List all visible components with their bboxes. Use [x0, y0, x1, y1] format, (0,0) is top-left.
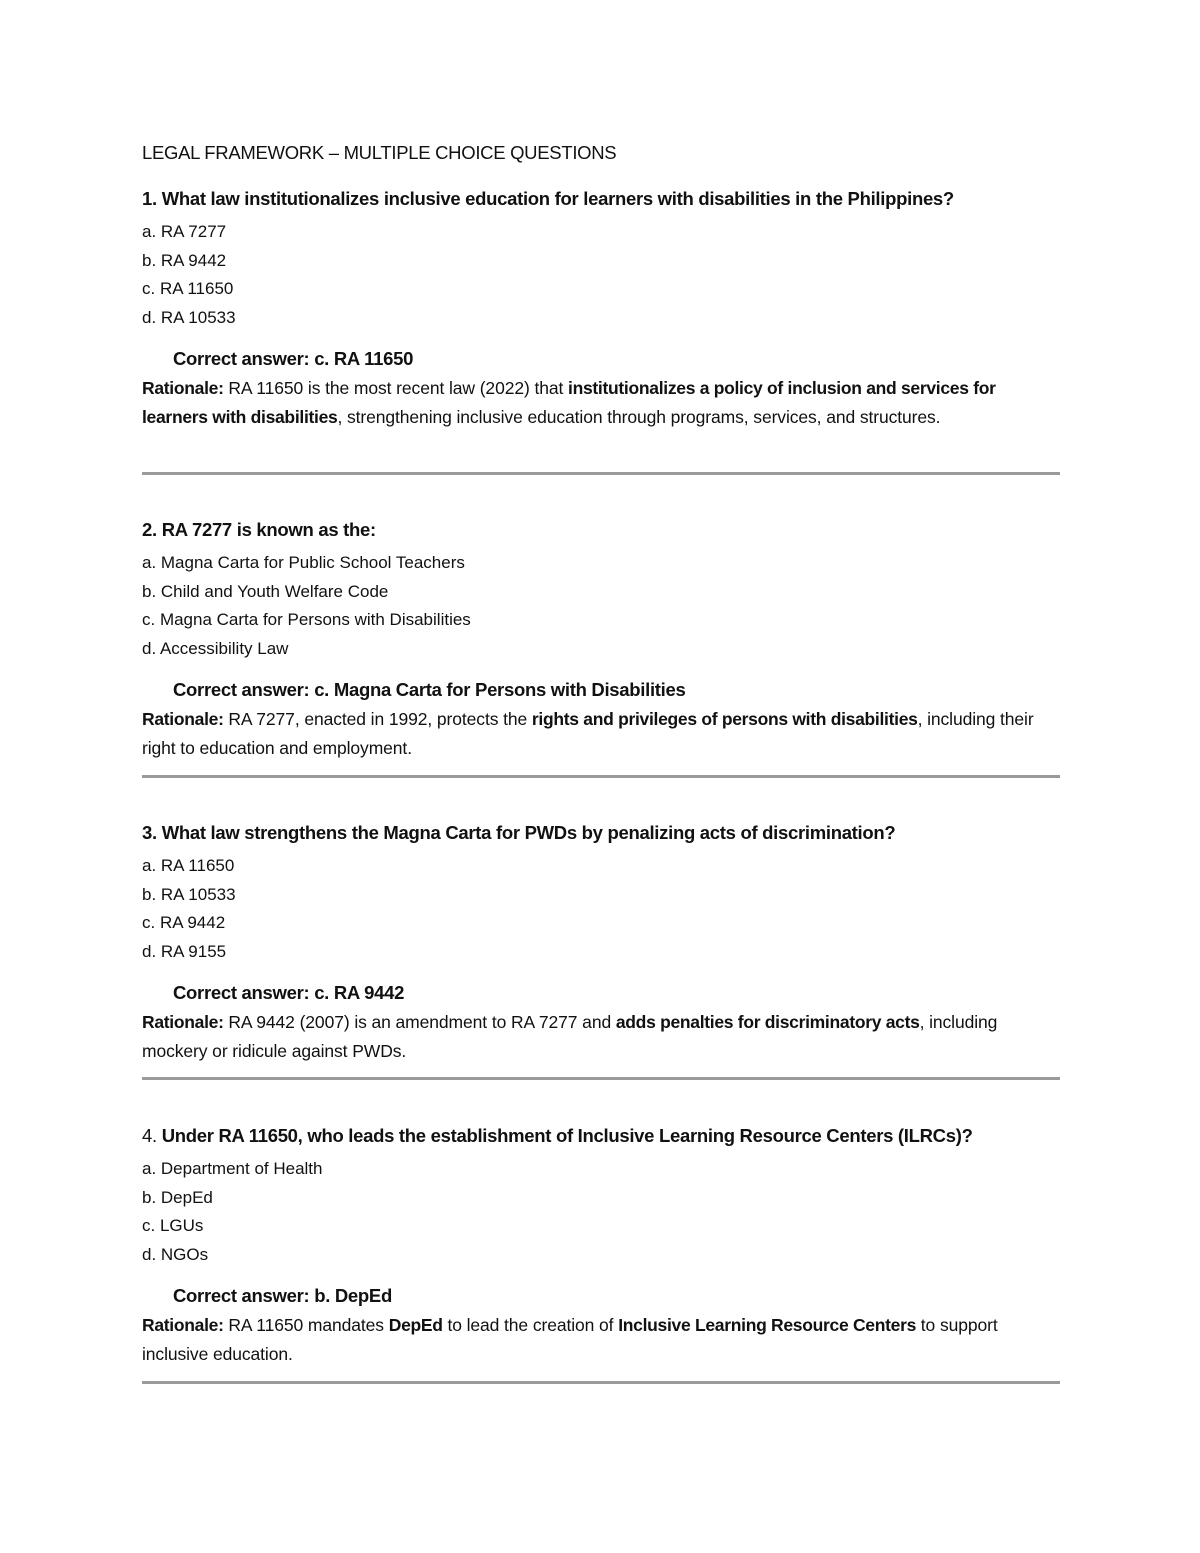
option-c: c. RA 11650 [142, 279, 234, 298]
question-3 [142, 821, 1062, 1065]
question-4 [142, 1124, 1062, 1368]
rationale [142, 1008, 1062, 1065]
option-a: a. RA 7277 [142, 222, 227, 241]
question-text: What law strengthens the Magna Carta for PWDs by penalizing acts of discrimination? [161, 822, 896, 843]
rationale-text: , including mockery or ridicule against PWDs. [142, 1012, 998, 1061]
rationale-emphasis: adds penalties for discriminatory acts [615, 1012, 920, 1032]
question-1 [142, 187, 1062, 431]
rationale-text: to lead the creation of [447, 1315, 614, 1335]
option-d: d. RA 9155 [142, 941, 227, 961]
option-a: a. Magna Carta for Public School Teachers [142, 553, 465, 572]
option-b: b. RA 9442 [142, 250, 227, 270]
rationale-emphasis: DepEd [388, 1315, 443, 1335]
rationale-emphasis: Inclusive Learning Resource Centers [618, 1315, 917, 1335]
rationale [142, 1311, 1062, 1368]
option-b: b. DepEd [142, 1187, 213, 1207]
option-a: a. Department of Health [142, 1159, 323, 1178]
rationale-text: RA 11650 mandates [228, 1315, 384, 1335]
correct-answer: Correct answer: c. RA 11650 [173, 348, 414, 369]
question-number: 1. [142, 188, 157, 209]
section-divider [142, 775, 1060, 778]
document-title: LEGAL FRAMEWORK – MULTIPLE CHOICE QUESTIONS [142, 142, 617, 163]
rationale-label: Rationale: [142, 378, 224, 398]
correct-answer: Correct answer: c. Magna Carta for Persons with Disabilities [173, 679, 686, 700]
question-stem [142, 518, 1062, 542]
question-number: 2. [142, 519, 157, 540]
section-divider [142, 1381, 1060, 1384]
option-d: d. RA 10533 [142, 307, 236, 327]
option-c: c. RA 9442 [142, 913, 226, 932]
correct-answer: Correct answer: c. RA 9442 [173, 982, 405, 1003]
rationale-text: RA 11650 is the most recent law (2022) that [228, 378, 564, 398]
rationale [142, 374, 1062, 431]
option-c: c. Magna Carta for Persons with Disabilities [142, 610, 471, 629]
rationale [142, 705, 1062, 762]
option-d: d. NGOs [142, 1244, 209, 1264]
rationale-emphasis: rights and privileges of persons with disabilities [531, 709, 918, 729]
rationale-label: Rationale: [142, 1012, 224, 1032]
rationale-label: Rationale: [142, 709, 224, 729]
question-number: 3. [142, 822, 157, 843]
rationale-label: Rationale: [142, 1315, 224, 1335]
rationale-text: RA 9442 (2007) is an amendment to RA 7277 and [228, 1012, 612, 1032]
option-c: c. LGUs [142, 1216, 204, 1235]
rationale-text: RA 7277, enacted in 1992, protects the [228, 709, 528, 729]
correct-answer: Correct answer: b. DepEd [173, 1285, 392, 1306]
question-stem [142, 187, 1062, 211]
section-divider [142, 472, 1060, 475]
rationale-emphasis: institutionalizes a policy of inclusion and services for learners with disabilities [142, 378, 996, 427]
question-text: Under RA 11650, who leads the establishment of Inclusive Learning Resource Centers (ILRCs)? [161, 1125, 973, 1146]
question-text: What law institutionalizes inclusive education for learners with disabilities in the Philippines? [161, 188, 954, 209]
question-stem [142, 1124, 1062, 1148]
rationale-text: , strengthening inclusive education through programs, services, and structures. [337, 406, 941, 427]
question-number: 4. [142, 1125, 157, 1146]
question-stem [142, 821, 1062, 845]
option-d: d. Accessibility Law [142, 638, 289, 658]
option-b: b. RA 10533 [142, 884, 236, 904]
option-a: a. RA 11650 [142, 856, 235, 875]
question-text: RA 7277 is known as the: [161, 519, 376, 540]
option-b: b. Child and Youth Welfare Code [142, 581, 389, 601]
section-divider [142, 1077, 1060, 1080]
question-2 [142, 518, 1062, 762]
rationale-text: , including their right to education and employment. [142, 709, 1034, 758]
rationale-text: to support inclusive education. [142, 1315, 998, 1364]
